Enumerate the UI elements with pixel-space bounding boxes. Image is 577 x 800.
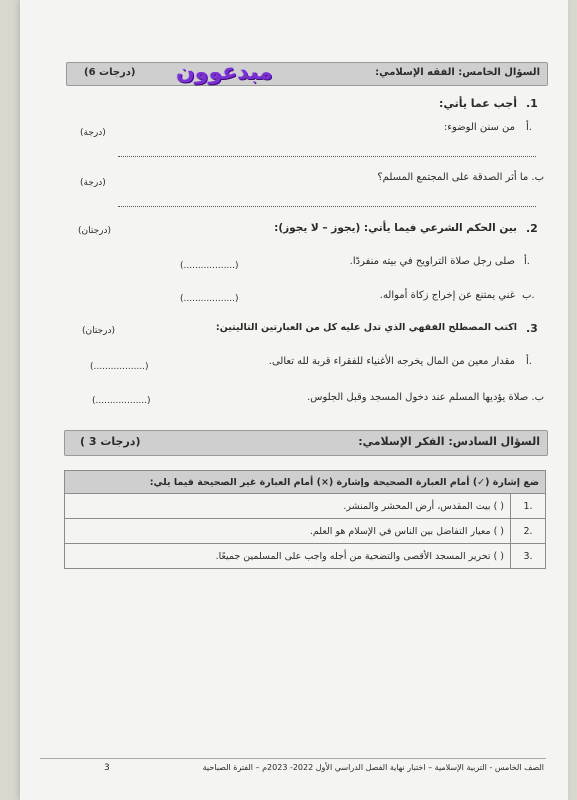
s1-a-letter: أ. <box>526 122 532 133</box>
q6-row-text: ( ) معيار التفاضل بين الناس في الإسلام هو العلم. <box>65 519 511 544</box>
s3-b-text: ب. صلاة يؤديها المسلم عند دخول المسجد وقبل الجلوس. <box>307 392 544 403</box>
s1-a-answer-line <box>118 156 536 157</box>
q6-row-number: .3 <box>511 544 546 569</box>
s3-title: اكتب المصطلح الفقهي الذي تدل عليه كل من العبارتين التاليتين: <box>215 322 517 333</box>
q6-row-number: .1 <box>511 494 546 519</box>
s3-number: .3 <box>526 322 538 335</box>
q6-instruction: ضع إشارة (✓) أمام العبارة الصحيحة وإشارة (×) أمام العبارة غير الصحيحة فيما يلي: <box>65 471 546 494</box>
s2-b-letter: ب. <box>522 290 535 301</box>
table-row <box>65 494 546 519</box>
s1-b-text: ب. ما أثر الصدقة على المجتمع المسلم؟ <box>377 172 544 183</box>
s3-a-letter: أ. <box>526 356 532 367</box>
q6-row-text: ( ) بيت المقدس، أرض المحشر والمنشر. <box>65 494 511 519</box>
watermark: مبدعوون <box>176 60 273 85</box>
s2-title: بين الحكم الشرعي فيما يأتي: (يجوز – لا يجوز): <box>274 222 517 234</box>
s3-b-answer: (..................) <box>92 396 151 406</box>
s3-a-answer: (..................) <box>90 362 149 372</box>
s1-a-text: من سنن الوضوء: <box>443 122 515 133</box>
table-row <box>65 519 546 544</box>
s3-marks: (درجتان) <box>82 326 116 336</box>
s1-a-marks: (درجة) <box>80 128 106 138</box>
s2-a-answer: (..................) <box>180 261 239 271</box>
s2-marks: (درجتان) <box>78 226 112 236</box>
s1-b-marks: (درجة) <box>80 178 106 188</box>
q6-row-number: .2 <box>511 519 546 544</box>
footer-rule <box>40 758 546 759</box>
q5-marks: (6 درجات) <box>84 67 136 78</box>
s1-b-answer-line <box>118 206 536 207</box>
q5-header: السؤال الخامس: الفقه الإسلامي: <box>375 67 540 78</box>
q6-marks: ( 3 درجات) <box>80 435 141 448</box>
s2-number: .2 <box>526 222 538 235</box>
s2-b-answer: (..................) <box>180 294 239 304</box>
s1-number: .1 <box>526 97 538 110</box>
page-number: 3 <box>104 763 110 773</box>
q6-row-text: ( ) تحرير المسجد الأقصى والتضحية من أجله واجب على المسلمين جميعًا. <box>65 544 511 569</box>
s2-a-letter: أ. <box>524 256 530 267</box>
s2-a-text: صلى رجل صلاة التراويح في بيته منفردًا. <box>349 256 515 267</box>
q6-header: السؤال السادس: الفكر الإسلامي: <box>358 435 540 448</box>
s3-a-text: مقدار معين من المال يخرجه الأغنياء للفقراء قربة لله تعالى. <box>268 356 515 367</box>
footer-text: الصف الخامس - التربية الإسلامية – اختبار نهاية الفصل الدراسي الأول 2022- 2023م – الفترة الصباحية <box>202 763 544 772</box>
table-row <box>65 544 546 569</box>
q6-instruction-row <box>65 471 546 494</box>
q6-table <box>64 470 546 569</box>
s1-title: أجب عما يأتي: <box>439 97 517 110</box>
s2-b-text: غني يمتنع عن إخراج زكاة أمواله. <box>379 290 515 301</box>
